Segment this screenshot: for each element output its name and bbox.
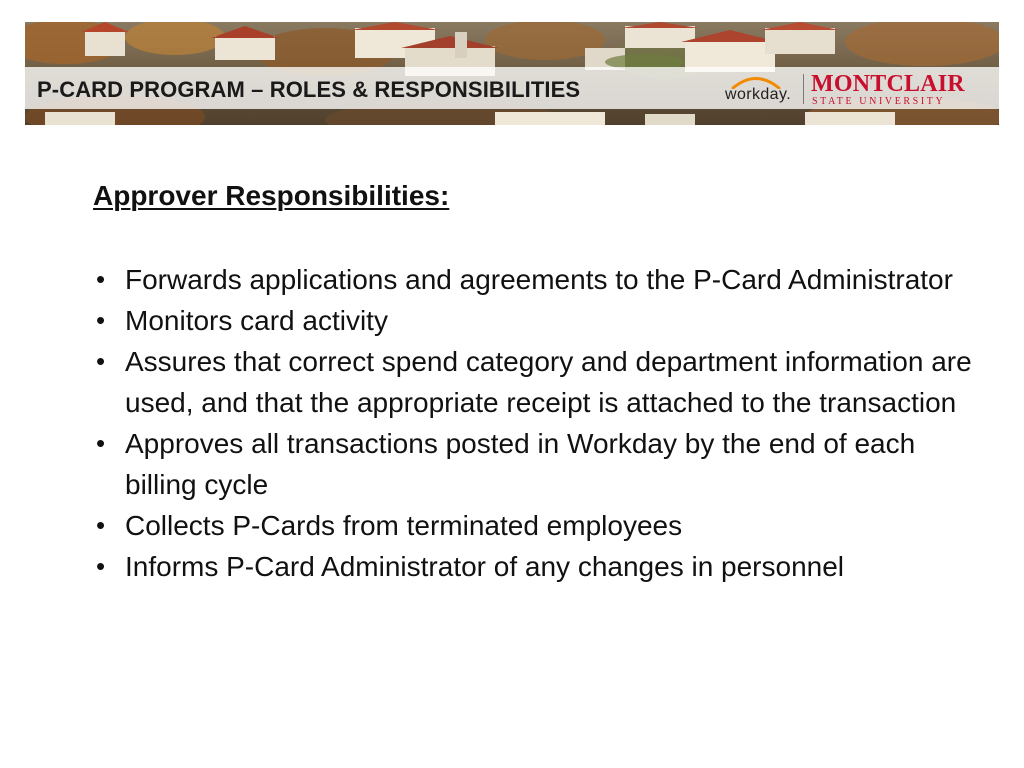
list-item-text: Forwards applications and agreements to the P-Card Administrator — [125, 264, 953, 295]
logo-divider — [803, 74, 804, 104]
list-item — [93, 341, 973, 423]
bullet-icon: • — [96, 428, 106, 458]
bullet-icon: • — [96, 510, 106, 540]
list-item-text: Collects P-Cards from terminated employees — [125, 510, 683, 541]
montclair-logo-subtitle: STATE UNIVERSITY — [812, 96, 946, 107]
list-item-text: Approves all transactions posted in Workday by the end of each billing cycle — [125, 428, 916, 500]
list-item — [93, 546, 973, 587]
header-banner — [25, 22, 999, 125]
list-item — [93, 300, 973, 341]
list-item-text: Monitors card activity — [125, 305, 388, 336]
list-item — [93, 259, 973, 300]
workday-logo-text: workday. — [725, 86, 792, 103]
bullet-icon: • — [96, 264, 106, 294]
bullet-icon: • — [96, 551, 106, 581]
bullet-icon: • — [96, 305, 106, 335]
list-item — [93, 505, 973, 546]
section-heading: Approver Responsibilities: — [93, 180, 450, 211]
bullet-icon: • — [96, 346, 106, 376]
montclair-logo — [811, 71, 991, 111]
list-item-text: Informs P-Card Administrator of any changes in personnel — [125, 551, 845, 582]
list-item-text: Assures that correct spend category and department information are used, and that the appropriate receipt is attached to the transaction — [125, 346, 972, 418]
montclair-logo-name: MONTCLAIR — [811, 71, 965, 97]
workday-logo — [719, 73, 793, 105]
responsibilities-list — [93, 259, 973, 587]
page-title: P-CARD PROGRAM – ROLES & RESPONSIBILITIES — [37, 77, 581, 102]
list-item — [93, 423, 973, 505]
